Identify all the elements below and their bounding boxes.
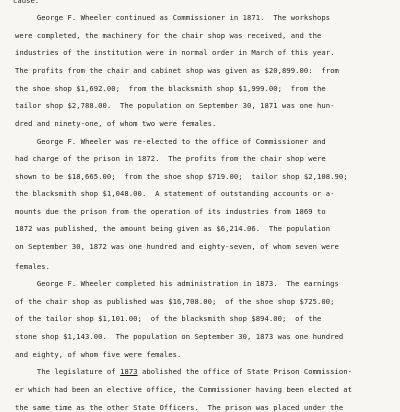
text-line: mounts due the prison from the operation of its industries from 1869 to — [15, 207, 326, 216]
text-line: shown to be $18,665.00; from the shoe shop $719.00; tailor shop $2,108.90; — [15, 172, 348, 181]
underlined-year: 1873 — [120, 367, 138, 376]
text-line: females. — [15, 262, 51, 271]
text-line: The profits from the chair and cabinet shop was given as $20,899.00: from — [15, 66, 339, 75]
text-line: George F. Wheeler was re-elected to the office of Commissioner and — [15, 137, 326, 146]
text-line: 1872 was published, the amount being given as $6,214.06. The population — [15, 224, 331, 233]
text-line: tailor shop $2,788.00. The population on September 30, 1871 was one hun- — [15, 101, 335, 110]
text-line: the shoe shop $1,692.00; from the blacksmith shop $1,999.00; from the — [15, 84, 326, 93]
text-line: dred and ninety-one, of whom two were females. — [15, 119, 217, 128]
text-line: of the chair shop as published was $16,708.00; of the shoe shop $725.00; — [15, 297, 335, 306]
text-line: were completed, the machinery for the chair shop was received, and the — [15, 31, 322, 40]
text-line-legislature: The legislature of 1873 abolished the office of State Prison Commission- — [15, 367, 353, 376]
text-line: George F. Wheeler continued as Commissioner in 1871. The workshops — [15, 13, 331, 22]
text-line: industries of the institution were in normal order in March of this year. — [15, 48, 335, 57]
text-line: George F. Wheeler completed his administration in 1873. The earnings — [15, 279, 339, 288]
text-line: stone shop $1,143.00. The population on September 30, 1873 was one hundred — [15, 332, 344, 341]
text-line: and eighty, of whom five were females. — [15, 350, 182, 359]
text-line: er which had been an elective office, the Commissioner having been elected at — [15, 385, 353, 394]
text-line: of the tailor shop $1,101.00; of the blacksmith shop $894.00; of the — [15, 314, 322, 323]
text-line: had charge of the prison in 1872. The profits from the chair shop were — [15, 154, 326, 163]
text-line: the same time as the other State Officers. The prison was placed under the — [15, 403, 344, 412]
text-line: cause. — [13, 0, 40, 5]
text-line: on September 30, 1872 was one hundred and eighty-seven, of whom seven were — [15, 242, 339, 251]
text-line: the blacksmith shop $1,048.00. A statement of outstanding accounts or a- — [15, 189, 335, 198]
